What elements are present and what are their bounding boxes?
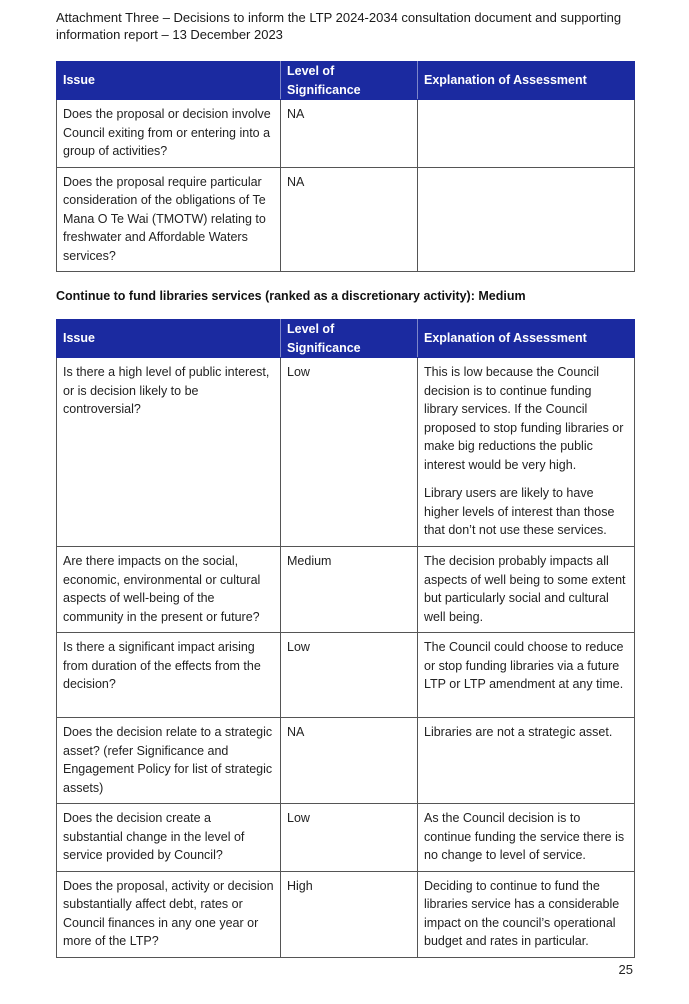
issue-cell: Does the proposal or decision involve Council exiting from or entering into a group of activities? xyxy=(57,100,281,168)
table-row xyxy=(57,633,635,718)
explanation-paragraph: The Council could choose to reduce or stop funding libraries via a future LTP or LTP amendment at any time. xyxy=(424,640,624,691)
explanation-cell xyxy=(418,358,635,547)
significance-level-cell: Low xyxy=(281,804,418,872)
column-header-explanation: Explanation of Assessment xyxy=(418,62,635,100)
issue-cell: Does the decision create a substantial change in the level of service provided by Council? xyxy=(57,804,281,872)
explanation-cell xyxy=(418,547,635,633)
column-header-explanation: Explanation of Assessment xyxy=(418,320,635,358)
explanation-paragraph: As the Council decision is to continue funding the service there is no change to level of service. xyxy=(424,811,625,862)
column-header-issue: Issue xyxy=(57,62,281,100)
explanation-cell xyxy=(418,167,635,272)
explanation-cell xyxy=(418,633,635,718)
significance-level-cell: NA xyxy=(281,167,418,272)
explanation-cell xyxy=(418,871,635,957)
explanation-paragraph: The decision probably impacts all aspects of well being to some extent but particularly social and cultural well being. xyxy=(424,554,626,624)
issue-cell: Are there impacts on the social, economic, environmental or cultural aspects of well-being of the community in the present or future? xyxy=(57,547,281,633)
explanation-cell xyxy=(418,100,635,168)
significance-level-cell: NA xyxy=(281,100,418,168)
explanation-cell xyxy=(418,804,635,872)
table-row xyxy=(57,804,635,872)
significance-table-2 xyxy=(56,319,635,958)
table-row xyxy=(57,871,635,957)
explanation-paragraph: This is low because the Council decision is to continue funding library services. If the Council proposed to stop funding libraries or make big reductions the public interest would be very high. xyxy=(424,365,624,472)
column-header-level: Level of Significance xyxy=(281,320,418,358)
issue-cell: Does the decision relate to a strategic asset? (refer Significance and Engagement Policy for list of strategic assets) xyxy=(57,718,281,804)
significance-level-cell: NA xyxy=(281,718,418,804)
table-row xyxy=(57,547,635,633)
significance-level-cell: High xyxy=(281,871,418,957)
explanation-paragraph: Library users are likely to have higher levels of interest than those that don’t not use these services. xyxy=(424,486,615,537)
table-row xyxy=(57,100,635,168)
column-header-level: Level of Significance xyxy=(281,62,418,100)
section-heading: Continue to fund libraries services (ranked as a discretionary activity): Medium xyxy=(56,289,526,303)
page-number: 25 xyxy=(618,962,633,977)
explanation-paragraph: Deciding to continue to fund the libraries service has a considerable impact on the council’s operational budget and rates in particular. xyxy=(424,878,620,948)
table-header-row xyxy=(57,320,635,358)
table-row xyxy=(57,718,635,804)
significance-level-cell: Low xyxy=(281,358,418,547)
issue-cell: Does the proposal, activity or decision substantially affect debt, rates or Council finances in any one year or more of the LTP? xyxy=(57,871,281,957)
significance-level-cell: Medium xyxy=(281,547,418,633)
table-row xyxy=(57,167,635,272)
significance-table-1 xyxy=(56,61,635,272)
table-row xyxy=(57,358,635,547)
significance-level-cell: Low xyxy=(281,633,418,718)
column-header-issue: Issue xyxy=(57,320,281,358)
document-header: Attachment Three – Decisions to inform the LTP 2024-2034 consultation document and supporting information report – 13 December 2023 xyxy=(56,10,622,42)
issue-cell: Is there a significant impact arising from duration of the effects from the decision? xyxy=(57,633,281,718)
explanation-cell xyxy=(418,718,635,804)
table-header-row xyxy=(57,62,635,100)
explanation-paragraph: Libraries are not a strategic asset. xyxy=(424,725,613,739)
issue-cell: Is there a high level of public interest, or is decision likely to be controversial? xyxy=(57,358,281,547)
issue-cell: Does the proposal require particular consideration of the obligations of Te Mana O Te Wai (TMOTW) relating to freshwater and Affordable Waters services? xyxy=(57,167,281,272)
